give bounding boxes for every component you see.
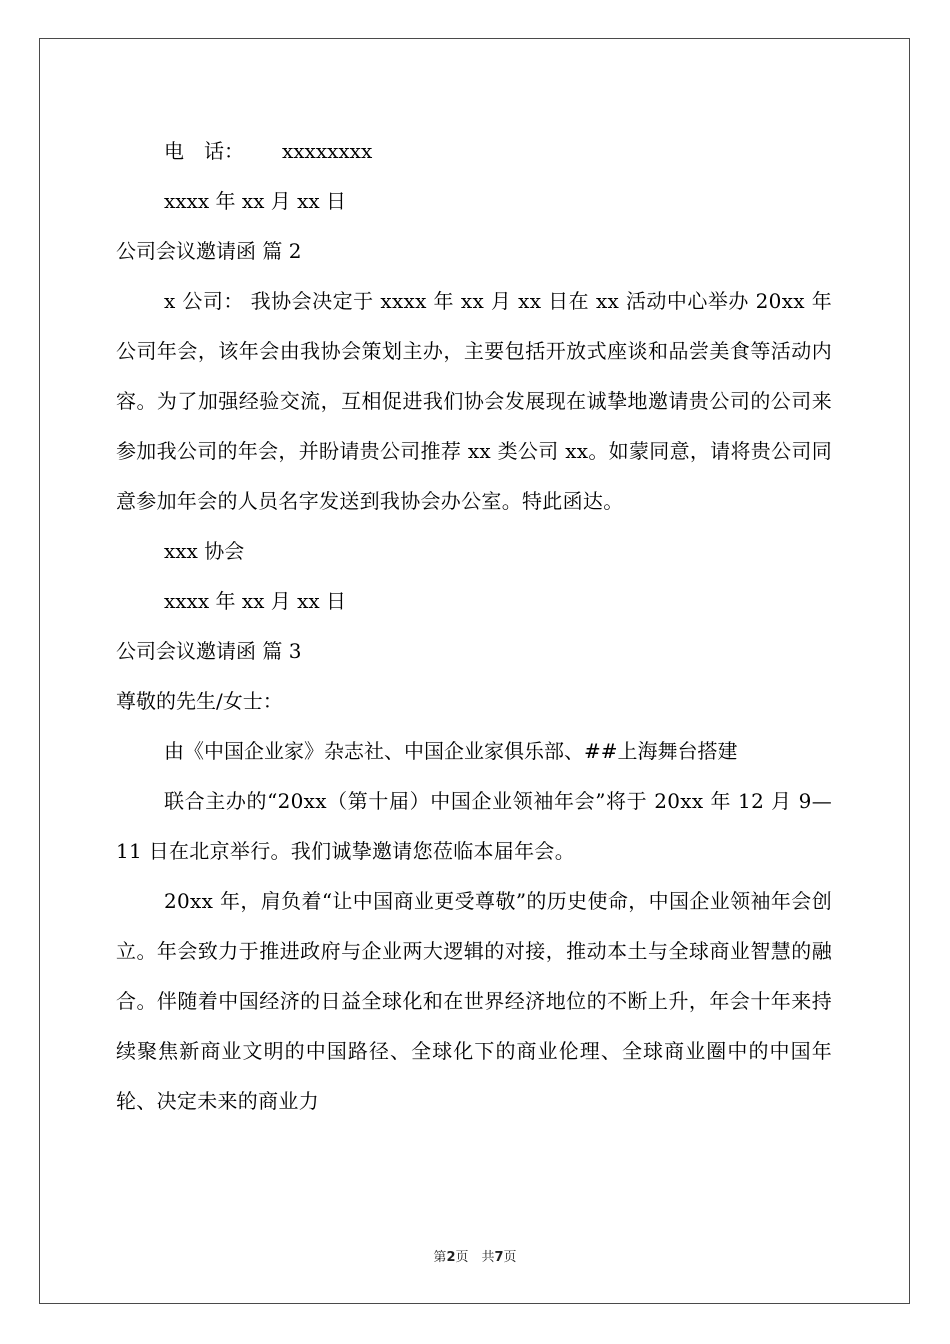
section-heading-3: 公司会议邀请函 篇 3 [116, 639, 302, 663]
date-line-2: xxxx 年 xx 月 xx 日 [164, 589, 347, 613]
signature-2: xxx 协会 [164, 539, 245, 563]
phone-label: 电 话： [164, 139, 244, 163]
greeting-3: 尊敬的先生/女士： [116, 689, 283, 713]
letter-body-3-para-1: 联合主办的“20xx（第十届）中国企业领袖年会”将于 20xx 年 12 月 9—11 日在北京举行。我们诚挚邀请您莅临本届年会。 [116, 789, 832, 863]
footer-page-prefix: 第 [433, 1250, 447, 1265]
date-line-1: xxxx 年 xx 月 xx 日 [164, 189, 347, 213]
footer-page-mid: 页 共 [455, 1250, 495, 1265]
phone-line [116, 126, 832, 176]
footer-page-total: 7 [494, 1250, 504, 1265]
letter-body-2: x 公司： 我协会决定于 xxxx 年 xx 月 xx 日在 xx 活动中心举办 20xx 年公司年会，该年会由我协会策划主办，主要包括开放式座谈和品尝美食等活动内容。为了加强经验交流，互相促进我们协会发展现在诚挚地邀请贵公司的公司来参加我公司的年会，并盼请贵公司推荐 xx 类公司 xx。如蒙同意，请将贵公司同意参加年会的人员名字发送到我协会办公室。特此函达。 [116, 289, 832, 513]
phone-value: xxxxxxxx [282, 139, 373, 163]
letter-body-3-para-2: 20xx 年，肩负着“让中国商业更受尊敬”的历史使命，中国企业领袖年会创立。年会致力于推进政府与企业两大逻辑的对接，推动本土与全球商业智慧的融合。伴随着中国经济的日益全球化和在世界经济地位的不断上升，年会十年来持续聚焦新商业文明的中国路径、全球化下的商业伦理、全球商业圈中的中国年轮、决定未来的商业力 [116, 889, 832, 1113]
section-heading-2: 公司会议邀请函 篇 2 [116, 239, 302, 263]
footer-page-suffix: 页 [503, 1250, 517, 1265]
letter-body-3-line-1: 由《中国企业家》杂志社、中国企业家俱乐部、##上海舞台搭建 [164, 739, 738, 763]
page-footer [0, 1246, 950, 1265]
footer-page-number: 2 [446, 1250, 456, 1265]
document-body [116, 126, 832, 1126]
